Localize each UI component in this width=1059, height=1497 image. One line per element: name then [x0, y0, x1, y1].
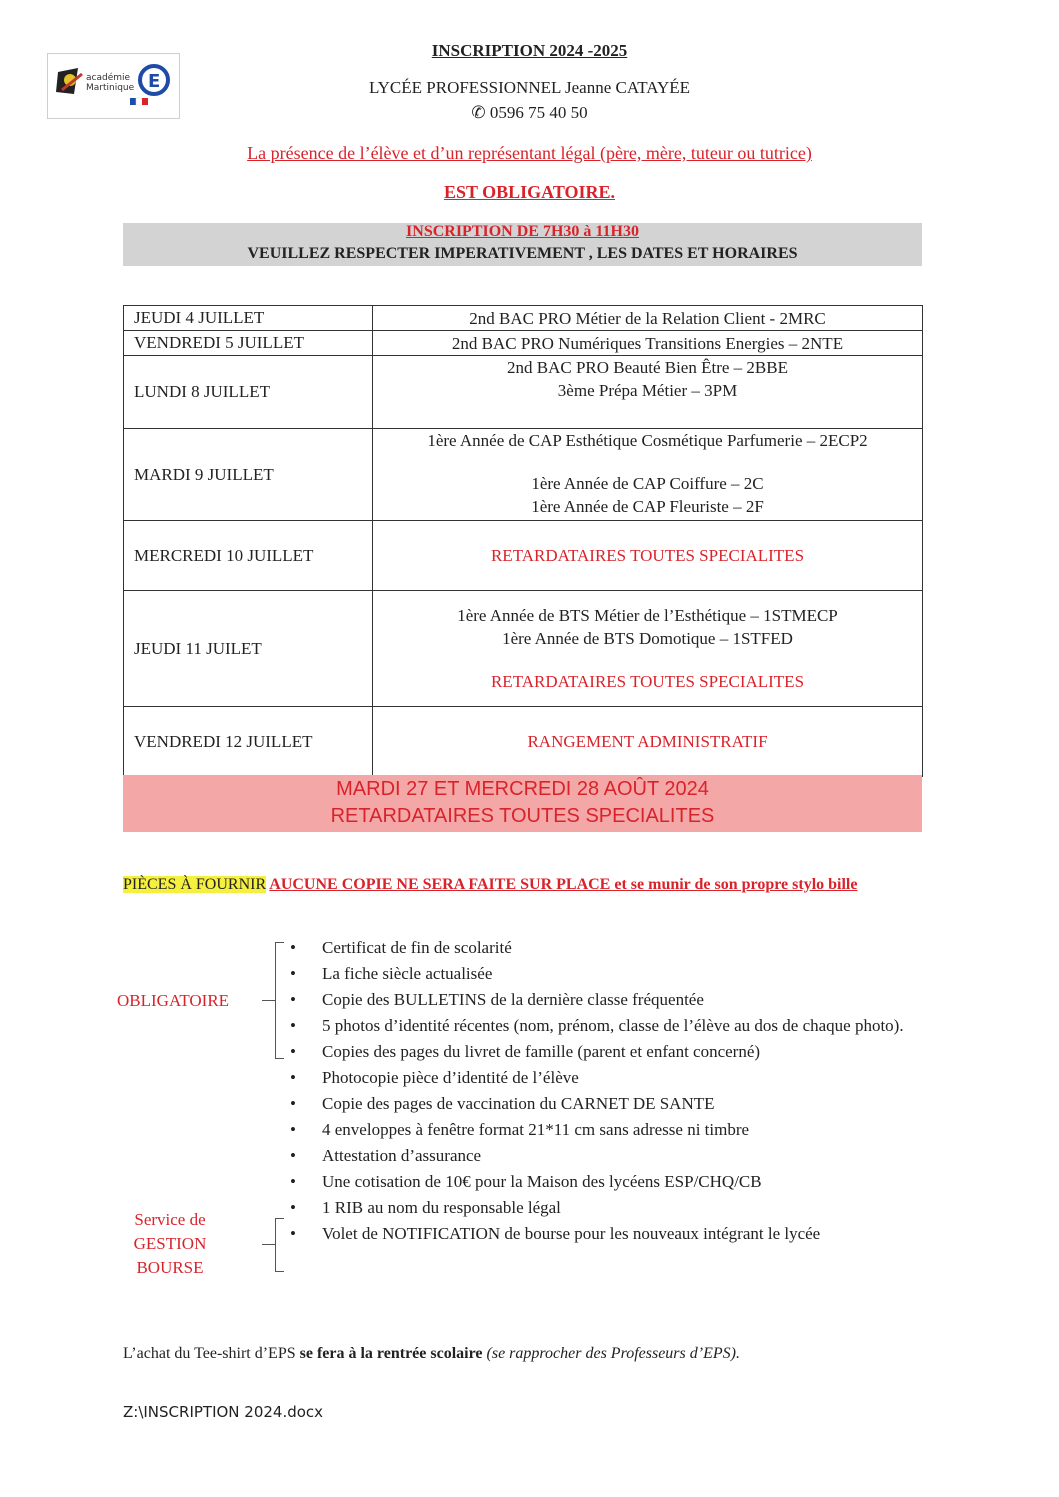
list-item: • 5 photos d’identité récentes (nom, prénom, classe de l’élève au dos de chaque photo). [290, 1013, 930, 1039]
file-path: Z:\INSCRIPTION 2024.docx [123, 1403, 324, 1421]
schedule-line: RANGEMENT ADMINISTRATIF [527, 732, 768, 751]
schedule-row [124, 707, 923, 777]
schedule-desc [373, 521, 923, 591]
schedule-day: VENDREDI 5 JUILLET [124, 331, 373, 356]
august-dates: MARDI 27 ET MERCREDI 28 AOÛT 2024 [336, 778, 709, 800]
eps-note-b: se fera à la rentrée scolaire [299, 1345, 483, 1362]
list-item: • Copie des BULLETINS de la dernière classe fréquentée [290, 987, 930, 1013]
schedule-line: 1ère Année de BTS Domotique – 1STFED [502, 629, 793, 648]
schedule-row [124, 306, 923, 331]
presence-notice: La présence de l’élève et d’un représentant légal (père, mère, tuteur ou tutrice) [247, 143, 812, 163]
list-item: • Une cotisation de 10€ pour la Maison des lycéens ESP/CHQ/CB [290, 1169, 930, 1195]
eps-note [123, 1345, 740, 1363]
mandatory-notice: EST OBLIGATOIRE. [443, 182, 616, 202]
gestion-line2: GESTION [133, 1234, 207, 1253]
obligatoire-brace-tick [262, 1000, 275, 1001]
list-item: • Photocopie pièce d’identité de l’élève [290, 1065, 930, 1091]
list-item: • Attestation d’assurance [290, 1143, 930, 1169]
logo-line1: académie [86, 73, 131, 83]
respect-dates-line: VEUILLEZ RESPECTER IMPERATIVEMENT , LES DATES ET HORAIRES [247, 245, 798, 262]
august-band [123, 775, 922, 832]
hours-line: INSCRIPTION DE 7H30 à 11H30 [406, 223, 639, 240]
schedule-row [124, 356, 923, 429]
schedule-line: 1ère Année de CAP Coiffure – 2C [531, 474, 764, 493]
gestion-brace-tick [262, 1244, 275, 1245]
schedule-desc [373, 591, 923, 707]
gestion-line1: Service de [134, 1210, 206, 1229]
schedule-line: 3ème Prépa Métier – 3PM [557, 381, 738, 400]
schedule-line: 2nd BAC PRO Métier de la Relation Client - 2MRC [469, 308, 826, 328]
schedule-desc [373, 356, 923, 429]
schedule-row [124, 521, 923, 591]
document-title: INSCRIPTION 2024 -2025 [431, 41, 628, 60]
schedule-day: MERCREDI 10 JUILLET [124, 521, 373, 591]
pieces-label: PIÈCES À FOURNIR [123, 876, 267, 893]
schedule-line: 1ère Année de BTS Métier de l’Esthétique – 1STMECP [457, 606, 838, 625]
schedule-desc [373, 306, 923, 331]
list-item: • La fiche siècle actualisée [290, 961, 930, 987]
schedule-row [124, 331, 923, 356]
schedule-line: RETARDATAIRES TOUTES SPECIALITES [490, 546, 805, 565]
gestion-brace [275, 1218, 284, 1272]
school-name: LYCÉE PROFESSIONNEL Jeanne CATAYÉE [368, 78, 691, 97]
schedule-day: JEUDI 4 JUILLET [124, 306, 373, 331]
eps-note-c: (se rapprocher des Professeurs d’EPS). [486, 1345, 740, 1362]
pieces-warning: AUCUNE COPIE NE SERA FAITE SUR PLACE et se munir de son propre stylo bille [269, 876, 858, 893]
schedule-line: 1ère Année de CAP Fleuriste – 2F [531, 497, 764, 516]
august-late: RETARDATAIRES TOUTES SPECIALITES [330, 805, 715, 827]
schedule-line: 2nd BAC PRO Beauté Bien Être – 2BBE [507, 358, 788, 377]
obligatoire-label: OBLIGATOIRE [117, 991, 230, 1010]
obligatoire-brace [275, 942, 284, 1059]
schedule-line: RETARDATAIRES TOUTES SPECIALITES [490, 672, 805, 691]
list-item: • 4 enveloppes à fenêtre format 21*11 cm sans adresse ni timbre [290, 1117, 930, 1143]
list-item: • Copies des pages du livret de famille (parent et enfant concerné) [290, 1039, 930, 1065]
list-item: • 1 RIB au nom du responsable légal [290, 1195, 930, 1221]
gestion-line3: BOURSE [136, 1258, 204, 1277]
list-item: • Volet de NOTIFICATION de bourse pour les nouveaux intégrant le lycée [290, 1221, 930, 1247]
eps-note-a: L’achat du Tee-shirt d’EPS [123, 1345, 296, 1362]
schedule-day: VENDREDI 12 JUILLET [124, 707, 373, 777]
schedule-desc [373, 429, 923, 521]
list-item: • Certificat de fin de scolarité [290, 935, 930, 961]
school-phone: ✆ 0596 75 40 50 [471, 103, 588, 122]
schedule-line: 2nd BAC PRO Numériques Transitions Energies – 2NTE [451, 333, 844, 353]
schedule-line: 1ère Année de CAP Esthétique Cosmétique Parfumerie – 2ECP2 [427, 431, 868, 450]
list-item: • Copie des pages de vaccination du CARNET DE SANTE [290, 1091, 930, 1117]
hours-band [123, 223, 922, 266]
schedule-table [123, 305, 923, 777]
schedule-desc [373, 707, 923, 777]
schedule-day: LUNDI 8 JUILLET [124, 356, 373, 429]
schedule-day: MARDI 9 JUILLET [124, 429, 373, 521]
pieces-header [123, 873, 923, 896]
logo-line2: Martinique [86, 83, 135, 93]
schedule-row [124, 591, 923, 707]
schedule-day: JEUDI 11 JUILET [124, 591, 373, 707]
schedule-row [124, 429, 923, 521]
logo-emblem: E [148, 71, 161, 92]
gestion-label [120, 1208, 220, 1280]
schedule-desc [373, 331, 923, 356]
documents-list [290, 935, 930, 1247]
